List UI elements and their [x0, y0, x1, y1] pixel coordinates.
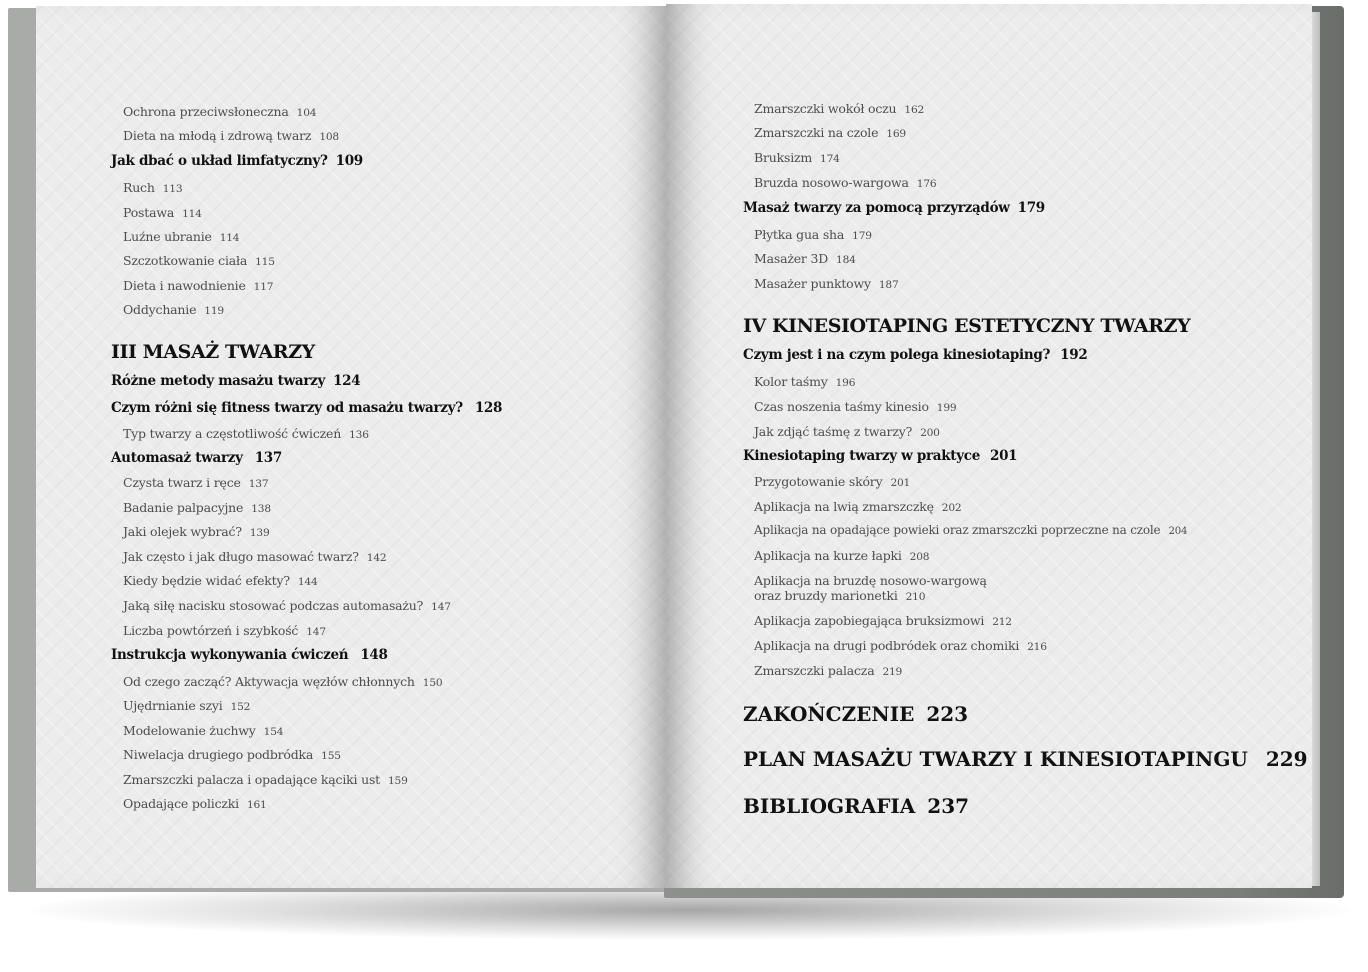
- toc-entry-page: 179: [852, 229, 872, 242]
- toc-entry-page: 210: [905, 590, 926, 603]
- toc-entry-page: 144: [297, 575, 318, 588]
- toc-entry-page: 137: [248, 477, 269, 490]
- toc-entry-page: 115: [255, 255, 275, 268]
- toc-chapter-title: Instrukcja wykonywania ćwiczeń: [111, 647, 349, 663]
- toc-entry[interactable]: [754, 150, 840, 165]
- toc-entry[interactable]: [754, 474, 910, 489]
- toc-chapter-title: Różne metody masażu twarzy: [111, 373, 326, 389]
- toc-entry-title: Szczotkowanie ciała: [123, 253, 248, 268]
- left-page: [36, 6, 666, 888]
- toc-entry-page: 187: [878, 278, 899, 291]
- toc-entry[interactable]: [754, 499, 961, 514]
- toc-chapter-title: Masaż twarzy za pomocą przyrządów: [743, 200, 1010, 216]
- toc-entry-page: 201: [890, 476, 911, 489]
- toc-entry-title: Jaki olejek wybrać?: [123, 524, 242, 539]
- toc-entry-title: Jak często i jak długo masować twarz?: [123, 549, 359, 564]
- toc-entry-page: 184: [836, 253, 856, 266]
- toc-entry-title: Aplikacja na lwią zmarszczkę: [754, 499, 934, 514]
- toc-entry[interactable]: [754, 101, 924, 116]
- toc-chapter-page: 148: [360, 647, 388, 663]
- toc-entry[interactable]: [123, 573, 318, 588]
- toc-entry-page: 152: [230, 700, 251, 713]
- toc-section-title: PLAN MASAŻU TWARZY I KINESIOTAPINGU: [743, 747, 1248, 771]
- toc-chapter[interactable]: [743, 347, 1087, 363]
- toc-entry-title: Typ twarzy a częstotliwość ćwiczeń: [123, 426, 342, 441]
- toc-chapter-title: Kinesiotaping twarzy w praktyce: [743, 448, 980, 464]
- toc-chapter[interactable]: [111, 450, 282, 466]
- toc-entry-page: 108: [319, 130, 339, 143]
- toc-entry-page: 204: [1168, 526, 1188, 537]
- toc-entry-title: Liczba powtórzeń i szybkość: [123, 623, 299, 638]
- toc-entry[interactable]: [123, 205, 202, 220]
- toc-section-page: 237: [927, 794, 970, 818]
- toc-entry-title: Aplikacja na opadające powieki oraz zmarszczki poprzeczne na czole: [754, 523, 1161, 537]
- toc-entry-title: Niwelacja drugiego podbródka: [123, 747, 314, 762]
- toc-entry-page: 219: [882, 665, 903, 678]
- toc-entry-page: 114: [219, 231, 240, 244]
- toc-entry-title-continued: oraz bruzdy marionetki: [754, 588, 898, 603]
- toc-part-title: IV KINESIOTAPING ESTETYCZNY TWARZY: [743, 315, 1191, 337]
- toc-entry[interactable]: [123, 674, 442, 689]
- toc-entry-title: Zmarszczki palacza: [754, 663, 875, 678]
- toc-chapter-page: 137: [254, 450, 282, 466]
- toc-entry-page: 104: [296, 106, 317, 119]
- toc-entry[interactable]: [754, 548, 929, 563]
- toc-entry[interactable]: [754, 227, 872, 242]
- toc-entry-page: 150: [422, 676, 443, 689]
- toc-entry-page: 155: [321, 749, 341, 762]
- toc-entry-page: 159: [387, 774, 408, 787]
- toc-entry-page: 216: [1027, 640, 1047, 653]
- toc-entry-page: 199: [936, 401, 957, 414]
- toc-entry-page: 136: [349, 428, 369, 441]
- toc-chapter-title: Czym różni się fitness twarzy od masażu twarzy?: [111, 400, 463, 416]
- toc-part-title: III MASAŻ TWARZY: [111, 341, 315, 363]
- toc-entry[interactable]: [123, 500, 271, 515]
- toc-part-heading[interactable]: [111, 341, 315, 363]
- toc-entry-page: 154: [263, 725, 284, 738]
- toc-entry[interactable]: [123, 278, 273, 293]
- toc-entry[interactable]: [123, 229, 239, 244]
- toc-entry-page: 200: [920, 426, 940, 439]
- toc-entry-page: 176: [916, 177, 937, 190]
- toc-entry-title: Aplikacja zapobiegająca bruksizmowi: [754, 613, 985, 628]
- toc-entry-title: Luźne ubranie: [123, 229, 212, 244]
- toc-section-title: BIBLIOGRAFIA: [743, 794, 916, 818]
- toc-entry[interactable]: [754, 573, 987, 603]
- toc-entry-title: Aplikacja na drugi podbródek oraz chomiki: [754, 638, 1020, 653]
- toc-chapter-title: Jak dbać o układ limfatyczny?: [111, 153, 328, 169]
- page-edges: [1312, 12, 1320, 886]
- toc-part-heading[interactable]: [743, 315, 1190, 337]
- toc-entry[interactable]: [123, 426, 369, 441]
- toc-entry-page: 113: [162, 182, 183, 195]
- toc-chapter-page: 109: [335, 153, 363, 169]
- toc-chapter[interactable]: [111, 373, 360, 389]
- toc-section-title: ZAKOŃCZENIE: [743, 702, 915, 726]
- toc-entry-title: Płytka gua sha: [754, 227, 845, 242]
- toc-entry-title: Ruch: [123, 180, 155, 195]
- toc-entry[interactable]: [754, 175, 936, 190]
- toc-entry-title: Jak zdjąć taśmę z twarzy?: [754, 424, 913, 439]
- toc-entry[interactable]: [754, 424, 940, 439]
- toc-entry-title: Czas noszenia taśmy kinesio: [754, 399, 929, 414]
- toc-entry-title: Zmarszczki palacza i opadające kąciki ust: [123, 772, 380, 787]
- toc-entry-title: Opadające policzki: [123, 796, 239, 811]
- toc-entry[interactable]: [123, 698, 250, 713]
- toc-entry-page: 169: [886, 127, 906, 140]
- toc-entry-page: 117: [253, 280, 274, 293]
- toc-entry-title: Przygotowanie skóry: [754, 474, 883, 489]
- toc-chapter-title: Automasaż twarzy: [111, 450, 243, 466]
- toc-entry[interactable]: [123, 128, 339, 143]
- toc-chapter-page: 179: [1017, 200, 1045, 216]
- toc-chapter[interactable]: [111, 647, 388, 663]
- toc-chapter-title: Czym jest i na czym polega kinesiotaping?: [743, 347, 1051, 363]
- toc-chapter[interactable]: [111, 153, 363, 169]
- toc-entry[interactable]: [754, 374, 855, 389]
- toc-chapter[interactable]: [743, 200, 1045, 216]
- toc-entry-title: Zmarszczki wokół oczu: [754, 101, 897, 116]
- toc-entry-title: Postawa: [123, 205, 175, 220]
- toc-entry[interactable]: [123, 598, 451, 613]
- toc-entry-title: Aplikacja na bruzdę nosowo-wargową: [754, 573, 987, 588]
- toc-entry-title: Dieta i nawodnienie: [123, 278, 246, 293]
- toc-entry[interactable]: [123, 623, 326, 638]
- toc-entry-title: Bruzda nosowo-wargowa: [754, 175, 909, 190]
- toc-entry-title: Bruksizm: [754, 150, 813, 165]
- toc-chapter[interactable]: [111, 400, 502, 416]
- toc-entry-page: 138: [251, 502, 271, 515]
- toc-entry-title: Dieta na młodą i zdrową twarz: [123, 128, 312, 143]
- toc-entry-page: 114: [182, 207, 202, 220]
- toc-entry-page: 202: [941, 501, 962, 514]
- toc-entry[interactable]: [754, 276, 899, 291]
- toc-section-ending[interactable]: [743, 702, 968, 726]
- toc-entry-title: Ochrona przeciwsłoneczna: [123, 104, 289, 119]
- toc-entry-title: Jaką siłę nacisku stosować podczas automasażu?: [123, 598, 424, 613]
- toc-entry-title: Badanie palpacyjne: [123, 500, 244, 515]
- toc-entry-title: Modelowanie żuchwy: [123, 723, 256, 738]
- toc-entry[interactable]: [123, 772, 408, 787]
- toc-entry[interactable]: [754, 663, 902, 678]
- toc-entry-page: 147: [431, 600, 451, 613]
- toc-entry-title: Masażer punktowy: [754, 276, 871, 291]
- toc-entry[interactable]: [123, 524, 270, 539]
- toc-entry[interactable]: [754, 125, 906, 140]
- right-page: [666, 4, 1312, 888]
- toc-entry[interactable]: [123, 302, 224, 317]
- toc-entry-page: 139: [249, 526, 270, 539]
- toc-entry-title: Aplikacja na kurze łapki: [754, 548, 902, 563]
- toc-section-plan[interactable]: [743, 747, 1308, 771]
- toc-chapter-page: 192: [1060, 347, 1088, 363]
- toc-section-page: 223: [926, 702, 969, 726]
- toc-entry-title: Zmarszczki na czole: [754, 125, 879, 140]
- toc-entry-title: Oddychanie: [123, 302, 197, 317]
- toc-chapter-page: 201: [990, 448, 1018, 464]
- toc-entry-title: Kolor taśmy: [754, 374, 828, 389]
- toc-chapter-page: 124: [333, 373, 361, 389]
- toc-entry-title: Czysta twarz i ręce: [123, 475, 241, 490]
- toc-entry[interactable]: [754, 523, 1187, 537]
- toc-entry[interactable]: [123, 549, 386, 564]
- toc-entry[interactable]: [123, 723, 283, 738]
- toc-entry-page: 196: [835, 376, 856, 389]
- toc-entry-page: 174: [820, 152, 840, 165]
- toc-entry[interactable]: [123, 180, 182, 195]
- toc-entry[interactable]: [754, 613, 1012, 628]
- toc-entry[interactable]: [123, 796, 267, 811]
- toc-entry[interactable]: [123, 253, 275, 268]
- toc-entry[interactable]: [123, 104, 316, 119]
- toc-entry-title: Od czego zacząć? Aktywacja węzłów chłonnych: [123, 674, 415, 689]
- toc-entry[interactable]: [754, 251, 856, 266]
- toc-entry-page: 161: [246, 798, 267, 811]
- toc-chapter[interactable]: [743, 448, 1017, 464]
- toc-section-bibliography[interactable]: [743, 794, 969, 818]
- toc-chapter-page: 128: [474, 400, 503, 416]
- toc-entry-page: 147: [306, 625, 326, 638]
- toc-entry[interactable]: [123, 475, 268, 490]
- toc-entry-page: 208: [909, 550, 930, 563]
- toc-entry-title: Ujędrnianie szyi: [123, 698, 223, 713]
- toc-entry[interactable]: [754, 399, 956, 414]
- toc-entry[interactable]: [123, 747, 341, 762]
- toc-entry[interactable]: [754, 638, 1047, 653]
- toc-entry-title: Kiedy będzie widać efekty?: [123, 573, 290, 588]
- toc-section-page: 229: [1265, 747, 1308, 771]
- toc-entry-page: 119: [204, 304, 224, 317]
- toc-entry-page: 212: [992, 615, 1012, 628]
- toc-entry-page: 142: [366, 551, 387, 564]
- toc-entry-title: Masażer 3D: [754, 251, 829, 266]
- toc-entry-page: 162: [904, 103, 925, 116]
